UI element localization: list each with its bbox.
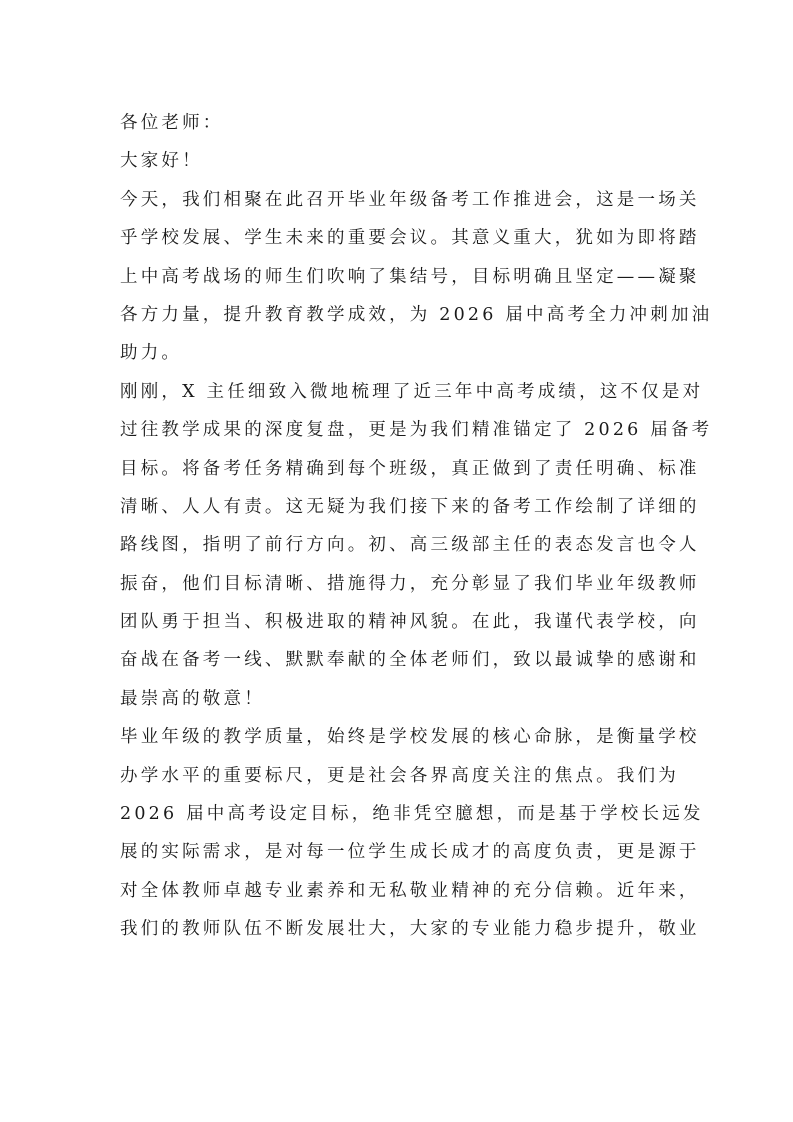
paragraph-2-line: 团队勇于担当、积极进取的精神风貌。在此，我谨代表学校，向 (120, 612, 700, 633)
document-page (120, 104, 713, 949)
paragraph-1-line: 今天，我们相聚在此召开毕业年级备考工作推进会，这是一场关 (120, 189, 700, 210)
greeting: 大家好！ (120, 151, 203, 172)
paragraph-2-line: 最崇高的敬意！ (120, 688, 265, 709)
paragraph-2-line: 奋战在备考一线、默默奉献的全体老师们，致以最诚挚的感谢和 (120, 650, 700, 671)
paragraph-2-line: 清晰、人人有责。这无疑为我们接下来的备考工作绘制了详细的 (120, 496, 700, 517)
paragraph-3-line: 毕业年级的教学质量，始终是学校发展的核心命脉，是衡量学校 (120, 727, 700, 748)
paragraph-3-line: 对全体教师卓越专业素养和无私敬业精神的充分信赖。近年来， (120, 880, 700, 901)
paragraph-2-line: 振奋，他们目标清晰、措施得力，充分彰显了我们毕业年级教师 (120, 573, 700, 594)
salutation: 各位老师： (120, 113, 224, 133)
paragraph-2-line: 刚刚，X 主任细致入微地梳理了近三年中高考成绩，这不仅是对 (120, 381, 704, 402)
paragraph-3-line: 办学水平的重要标尺，更是社会各界高度关注的焦点。我们为 (120, 765, 679, 786)
paragraph-2-line: 目标。将备考任务精确到每个班级，真正做到了责任明确、标准 (120, 458, 700, 479)
paragraph-1-line: 上中高考战场的师生们吹响了集结号，目标明确且坚定——凝聚 (120, 266, 700, 287)
paragraph-1-line: 乎学校发展、学生未来的重要会议。其意义重大，犹如为即将踏 (120, 228, 700, 249)
paragraph-3-line: 展的实际需求，是对每一位学生成长成才的高度负责，更是源于 (120, 842, 700, 863)
paragraph-1-line: 助力。 (120, 343, 183, 364)
paragraph-2-line: 过往教学成果的深度复盘，更是为我们精准锚定了 2026 届备考 (120, 420, 713, 441)
paragraph-2-line: 路线图，指明了前行方向。初、高三级部主任的表态发言也令人 (120, 535, 700, 556)
paragraph-3-line: 我们的教师队伍不断发展壮大，大家的专业能力稳步提升，敬业 (120, 919, 700, 940)
paragraph-1-line: 各方力量，提升教育教学成效，为 2026 届中高考全力冲刺加油 (120, 304, 713, 325)
paragraph-3-line: 2026 届中高考设定目标，绝非凭空臆想，而是基于学校长远发 (120, 804, 704, 825)
